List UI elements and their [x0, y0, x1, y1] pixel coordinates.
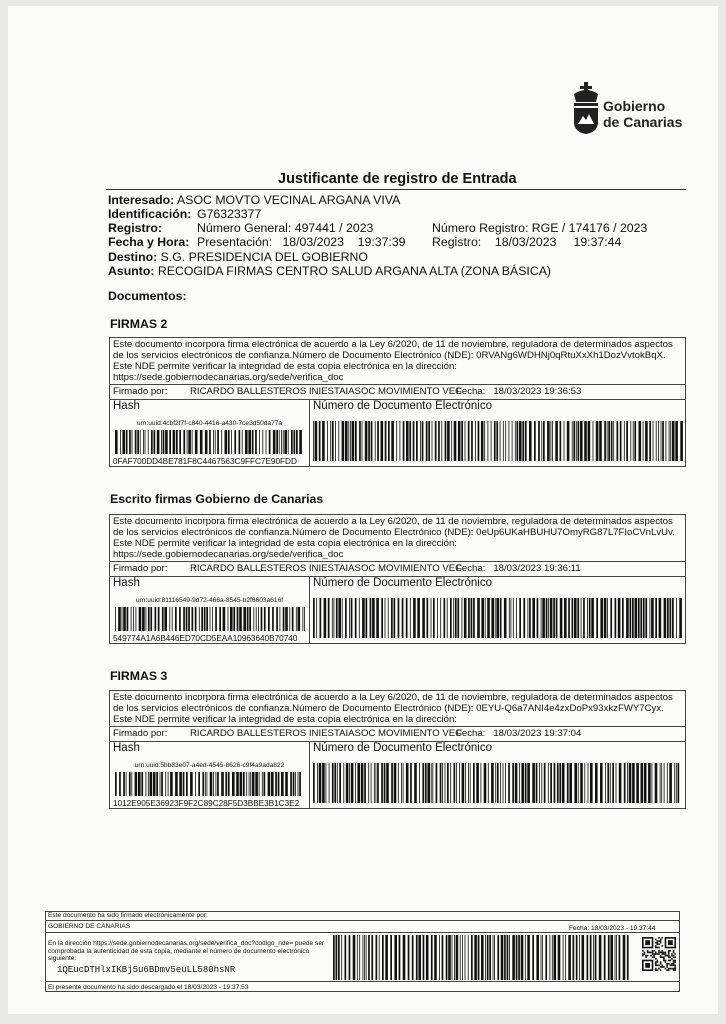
interesado-label: Interesado: [108, 193, 175, 207]
firmado-label: Firmado por: [113, 728, 168, 739]
document-block [109, 690, 686, 809]
signature-row [109, 727, 686, 742]
firmado-label: Firmado por: [113, 563, 168, 574]
document-title: FIRMAS 3 [110, 669, 168, 683]
nde-label: Número de Documento Electrónico [313, 400, 492, 412]
document-note: Este documento incorpora firma electrónica de acuerdo a la Ley 6/2020, de 11 de noviembre, reguladora de determinados aspectos de los servicios electrónicos de confianza.Número de Documento Electrónico (NDE): 0RVANg6WDHNj0qRtuXxXh1DozVvtokBqX. Este NDE permite verificar la integridad de esta copia electrónica en la dirección: https://sede.gobiernodecanarias.org/sede/verifica_doc [109, 337, 686, 385]
qr-code [642, 937, 676, 971]
presentacion-value: Presentación: 18/03/2023 19:37:39 [197, 235, 406, 249]
destino-label: Destino: [108, 250, 158, 264]
document-note: Este documento incorpora firma electrónica de acuerdo a la Ley 6/2020, de 11 de noviembre, reguladora de determinados aspectos de los servicios electrónicos de confianza.Número de Documento Electrónico (NDE): 0eUp6UKaHBUHU7OmyRG87L7FIoCVnLvUv. Este NDE permite verificar la integridad de esta copia electrónica en la dirección: https://sede.gobiernodecanarias.org/sede/verifica_doc [109, 514, 686, 562]
firmante-value: RICARDO BALLESTEROS INIESTAIASOC MOVIMIENTO VEC [190, 386, 463, 397]
verification-footer [45, 911, 680, 993]
hash-value: 0FAF700DD4BE781F8C4467563C9FFC7E90FDD [113, 457, 297, 466]
hash-uuid: urn:uuid:5bb83e07-a4ed-4545-8626-c9f4a9ada822 [134, 762, 285, 769]
footer-verify-text: En la dirección https://sede.gobiernodecanarias.org/sede/verifica_doc?codigo_nde= puede ser comprobada la autenticidad de esta copia, mediante el número de documento electrónico siguiente: [48, 940, 325, 962]
nde-barcode [313, 421, 683, 461]
numero-general: Número General: 497441 / 2023 [197, 221, 374, 235]
hash-block [109, 742, 686, 809]
hash-value: 1012E905E36923F9F2C89C28F5D3BBE3B1C3E2 [113, 799, 300, 808]
destino-value: S.G. PRESIDENCIA DEL GOBIERNO [160, 250, 368, 264]
hash-barcode [115, 430, 305, 454]
signature-date: Fecha: 18/03/2023 19:36:11 [456, 563, 581, 574]
document-title: FIRMAS 2 [110, 317, 168, 331]
coat-of-arms-icon [570, 80, 602, 136]
identificacion-value: G76323377 [197, 207, 262, 221]
hash-block [109, 577, 686, 644]
firmante-value: RICARDO BALLESTEROS INIESTAIASOC MOVIMIENTO VEC [190, 563, 463, 574]
documentos-label: Documentos: [108, 289, 187, 303]
signature-row [109, 385, 686, 400]
signature-date: Fecha: 18/03/2023 19:36:53 [456, 386, 582, 397]
page-title: Justificante de registro de Entrada [278, 171, 517, 187]
registro-fecha-value: Registro: 18/03/2023 19:37:44 [432, 235, 622, 249]
footer-downloaded: El presente documento ha sido descargado el 18/03/2023 - 19:37:53 [48, 984, 249, 991]
org-name-line1: Gobierno [603, 98, 666, 114]
signature-date: Fecha: 18/03/2023 19:37:04 [456, 728, 582, 739]
document-block [109, 514, 686, 644]
nde-label: Número de Documento Electrónico [313, 577, 492, 589]
document-title: Escrito firmas Gobierno de Canarias [110, 492, 324, 506]
document-page [8, 6, 718, 1014]
gobierno-canarias-logo [570, 80, 690, 136]
footer-signer: GOBIERNO DE CANARIAS [48, 923, 131, 930]
hash-label: Hash [113, 577, 140, 589]
footer-date: Fecha: 18/03/2023 - 19:37:44 [569, 925, 656, 932]
hash-value: 549774A1A6B446ED70CD5EAA10963640B70740 [113, 634, 298, 643]
nde-barcode [313, 763, 683, 803]
hash-barcode [115, 772, 305, 796]
firmante-value: RICARDO BALLESTEROS INIESTAIASOC MOVIMIENTO VEC [190, 728, 463, 739]
signature-row [109, 562, 686, 577]
footer-nde-code: 1QEucDTHlxIKBj5u6BDmv5euLL580hsNR [57, 965, 236, 975]
asunto-value: RECOGIDA FIRMAS CENTRO SALUD ARGANA ALTA (ZONA BÁSICA) [157, 264, 552, 278]
registro-label: Registro: [108, 221, 162, 235]
title-divider [106, 189, 686, 190]
numero-registro: Número Registro: RGE / 174176 / 2023 [432, 221, 648, 235]
hash-barcode [115, 607, 305, 631]
interesado-value: ASOC MOVTO VECINAL ARGANA VIVA [177, 193, 401, 207]
asunto-label: Asunto: [108, 264, 155, 278]
hash-block [109, 400, 686, 467]
hash-uuid: urn:uuid:4cbf2f7f-c840-4416-a430-7ce3d50da77a [136, 420, 283, 427]
hash-uuid: urn:uuid:81116549-9d72-466a-8545-b2f6603a616f [135, 597, 284, 604]
firmado-label: Firmado por: [113, 386, 168, 397]
nde-label: Número de Documento Electrónico [313, 742, 492, 754]
nde-barcode [313, 598, 683, 638]
fecha-hora-label: Fecha y Hora: [108, 235, 190, 249]
hash-label: Hash [113, 400, 140, 412]
document-block [109, 337, 686, 467]
footer-signed-text: Este documento ha sido firmado electrónicamente por: [48, 912, 208, 919]
hash-label: Hash [113, 742, 140, 754]
footer-barcode [333, 935, 631, 980]
org-name-line2: de Canarias [603, 114, 683, 130]
identificacion-label: Identificación: [108, 207, 192, 221]
document-note: Este documento incorpora firma electrónica de acuerdo a la Ley 6/2020, de 11 de noviembre, reguladora de determinados aspectos de los servicios electrónicos de confianza.Número de Documento Electrónico (NDE): 0EYU-Q6a7ANI4e4zxDoPx93xkzFWY7Cyx. Este NDE permite verificar la integridad de esta copia electrónica en la dirección: [109, 690, 686, 727]
